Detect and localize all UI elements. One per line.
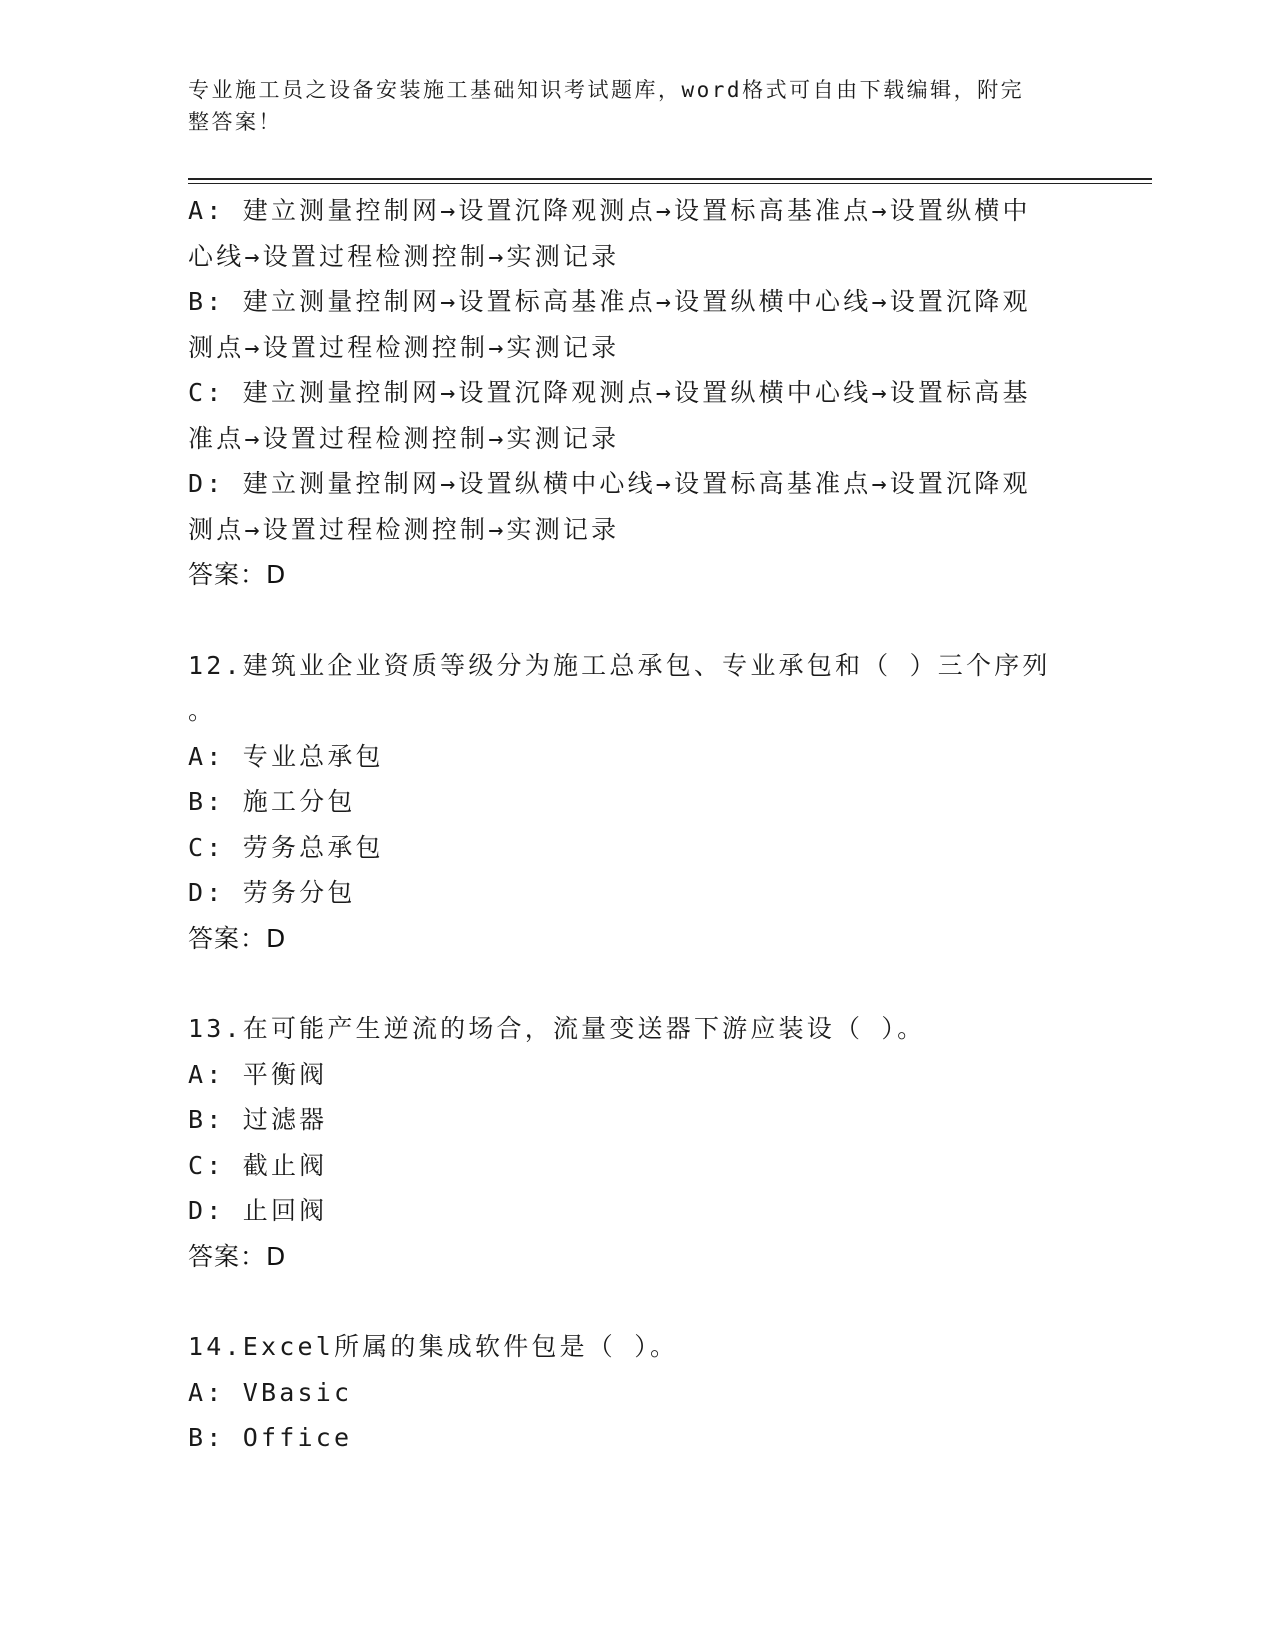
spacer: [188, 598, 1088, 643]
q11-option-b-line-2: 测点→设置过程检测控制→实测记录: [188, 332, 620, 362]
header-divider-thin: [188, 183, 1152, 184]
q13-answer: 答案：D: [188, 1241, 287, 1271]
q13-option-b: B: 过滤器: [188, 1105, 328, 1134]
q13-option-c: C: 截止阀: [188, 1150, 328, 1180]
question-14: [188, 1324, 1088, 1461]
q12-option-b: B: 施工分包: [188, 787, 356, 816]
q13-stem: 13.在可能产生逆流的场合，流量变送器下游应装设（ ）。: [188, 1014, 926, 1043]
q12-option-d: D: 劳务分包: [188, 878, 356, 907]
q11-option-b-line-1: B: 建立测量控制网→设置标高基准点→设置纵横中心线→设置沉降观: [188, 287, 1031, 316]
q11-option-a-line-2: 心线→设置过程检测控制→实测记录: [188, 241, 620, 271]
q11-option-d-line-2: 测点→设置过程检测控制→实测记录: [188, 514, 620, 544]
q11-option-d-line-1: D: 建立测量控制网→设置纵横中心线→设置标高基准点→设置沉降观: [188, 469, 1031, 498]
header-title-line-1: 专业施工员之设备安装施工基础知识考试题库，word格式可自由下载编辑，附完: [188, 78, 1025, 102]
q12-answer: 答案：D: [188, 923, 287, 953]
spacer: [188, 961, 1088, 1006]
q12-stem-line-1: 12.建筑业企业资质等级分为施工总承包、专业承包和（ ）三个序列: [188, 650, 1051, 680]
q14-option-a: A: VBasic: [188, 1377, 353, 1407]
document-header: [188, 74, 1068, 138]
spacer: [188, 1279, 1088, 1324]
q14-stem: 14.Excel所属的集成软件包是（ ）。: [188, 1332, 679, 1361]
q12-option-c: C: 劳务总承包: [188, 832, 384, 862]
q14-option-b: B: Office: [188, 1423, 353, 1452]
q12-option-a: A: 专业总承包: [188, 741, 384, 771]
question-content: [188, 188, 1088, 1461]
q13-option-a: A: 平衡阀: [188, 1059, 328, 1089]
header-divider-thick: [188, 178, 1152, 180]
question-12: [188, 643, 1088, 962]
question-11: [188, 188, 1088, 598]
q12-stem-line-2: 。: [188, 696, 217, 725]
q13-option-d: D: 止回阀: [188, 1196, 328, 1225]
question-13: [188, 1006, 1088, 1279]
q11-option-c-line-1: C: 建立测量控制网→设置沉降观测点→设置纵横中心线→设置标高基: [188, 378, 1031, 407]
q11-option-c-line-2: 准点→设置过程检测控制→实测记录: [188, 423, 620, 453]
q11-answer: 答案：D: [188, 560, 287, 589]
header-title-line-2: 整答案！: [188, 110, 282, 134]
q11-option-a-line-1: A: 建立测量控制网→设置沉降观测点→设置标高基准点→设置纵横中: [188, 196, 1031, 225]
